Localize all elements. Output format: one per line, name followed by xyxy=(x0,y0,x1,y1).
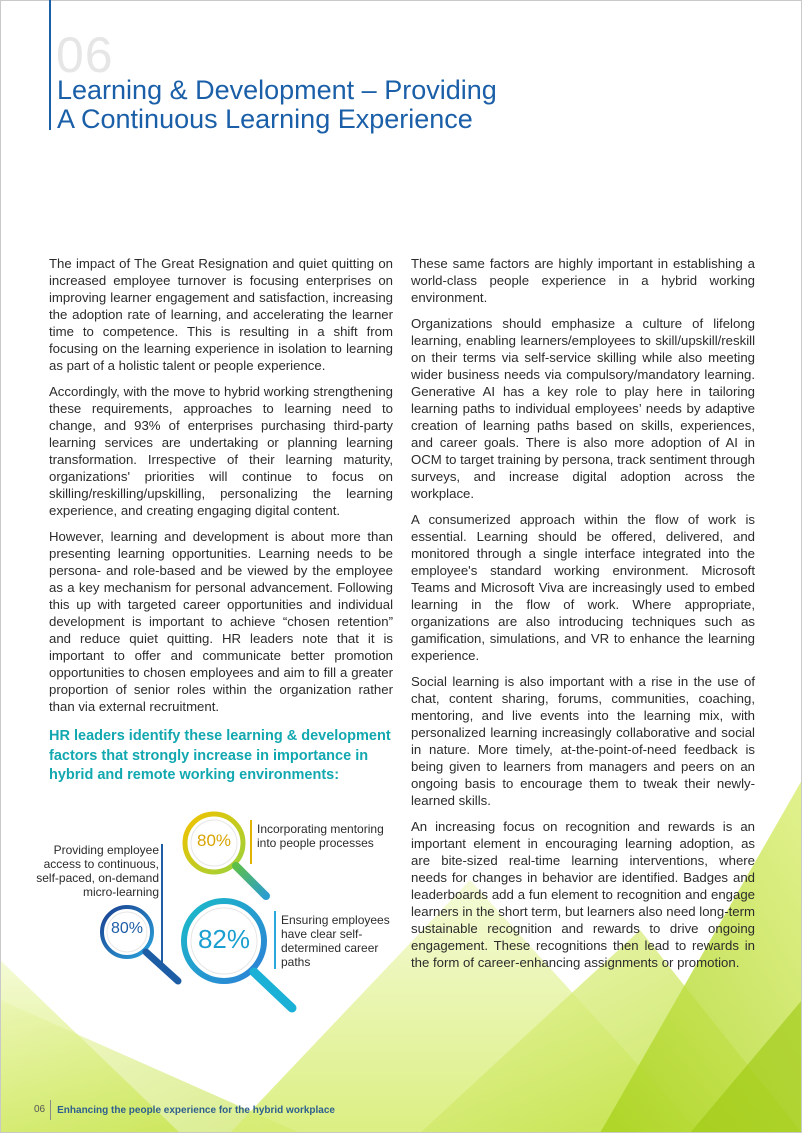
body-paragraph: These same factors are highly important in establishing a world-class people experience in a hybrid working environment. xyxy=(411,256,755,305)
footer-title: Enhancing the people experience for the hybrid workplace xyxy=(57,1104,335,1116)
page-title-line-1: Learning & Development – Providing xyxy=(57,75,497,105)
body-paragraph: The impact of The Great Resignation and quiet quitting on increased employee turnover is focusing enterprises on improving learner engagement and satisfaction, increasing the adoption rate of learning, and accelerating the learner time to competence. This is resulting in a shift from focusing on the learning experience in isolation to learning as part of a holistic talent or people experience. xyxy=(49,256,393,373)
percent-mentoring: 80% xyxy=(196,831,232,850)
page-title-line-2: A Continuous Learning Experience xyxy=(57,104,473,134)
header-accent-rule xyxy=(49,0,51,130)
right-column xyxy=(411,255,755,980)
footer-page-number: 06 xyxy=(34,1100,51,1120)
body-paragraph: Organizations should emphasize a culture of lifelong learning, enabling learners/employees to skill/upskill/reskill on their terms via self-service skilling while also meeting wider business needs via compulsory/mandatory learning. Generative AI has a key role to play here in tailoring learning paths to individual employees’ needs by adaptive creation of learning paths based on skills, experiences, and career goals. There is also more adoption of AI in OCM to target training by persona, track sentiment through surveys, and increase digital adoption across the workplace. xyxy=(411,316,755,501)
left-column xyxy=(49,255,393,786)
label-micro-learning: Providing employee access to continuous, self-paced, on-demand micro-learning xyxy=(36,843,159,899)
label-rule-mentoring xyxy=(250,820,252,864)
label-rule-micro-learning xyxy=(161,844,163,968)
body-paragraph: A consumerized approach within the flow of work is essential. Learning should be offered, delivered, and monitored through a single interface integrated into the employee's standard working environment. Microsoft Teams and Microsoft Viva are increasingly used to embed learning in the flow of work. Where appropriate, organizations are also introducing techniques such as gamification, simulations, and VR to enhance the learning experience. xyxy=(411,512,755,663)
callout-heading: HR leaders identify these learning & development factors that strongly increase in importance in hybrid and remote working environments: xyxy=(49,728,391,783)
infographic-magnifiers xyxy=(20,800,400,1020)
page-footer xyxy=(34,1099,335,1121)
body-paragraph: An increasing focus on recognition and rewards is an important element in encouraging learning adoption, as are bite-sized real-time learning interventions, where needs for changes in behavior are identified. Badges and leaderboards add a fun element to recognition and engage learners in the short term, but learners also need long-term sustainable recognition and rewards to drive ongoing engagement. These recognitions then lead to rewards in the form of career-enhancing assignments or promotion. xyxy=(411,819,755,970)
body-paragraph: Accordingly, with the move to hybrid working strengthening these requirements, approaches to learning need to change, and 93% of enterprises purchasing third-party learning services are undertaking or planning learning transformation. Irrespective of their learning maturity, organizations' priorities will continue to focus on skilling/reskilling/upskilling, personalizing the learning experience, and creating engaging digital content. xyxy=(49,384,393,518)
percent-micro-learning: 80% xyxy=(110,920,144,937)
label-career-paths: Ensuring employees have clear self-determined career paths xyxy=(281,913,390,969)
body-paragraph: Social learning is also important with a rise in the use of chat, content sharing, forums, communities, coaching, mentoring, and live events into the learning mix, with personalized learning increasingly collaborative and social in nature. More timely, at-the-point-of-need feedback is being given to learners from managers and peers on an ongoing basis to encourage them to tweak their newly-learned skills. xyxy=(411,674,755,808)
page-title xyxy=(57,76,557,134)
body-paragraph: However, learning and development is about more than presenting learning opportunities. Learning needs to be persona- and role-based and be viewed by the employee as a key mechanism for personal advancement. Following this up with targeted career opportunities and individual development is important to achieve “chosen retention” and reduce quiet quitting. HR leaders note that it is important to offer and communicate better promotion opportunities to chosen employees and aim to fill a greater proportion of senior roles within the organization rather than via external recruitment. xyxy=(49,529,393,714)
label-mentoring: Incorporating mentoring into people processes xyxy=(257,822,384,850)
label-rule-career-paths xyxy=(274,911,276,969)
percent-career-paths: 82% xyxy=(197,924,251,954)
magnifier-icon-mentoring xyxy=(185,814,266,896)
chapter-number: 06 xyxy=(56,27,114,83)
magnifier-icon-micro-learning xyxy=(102,907,178,981)
